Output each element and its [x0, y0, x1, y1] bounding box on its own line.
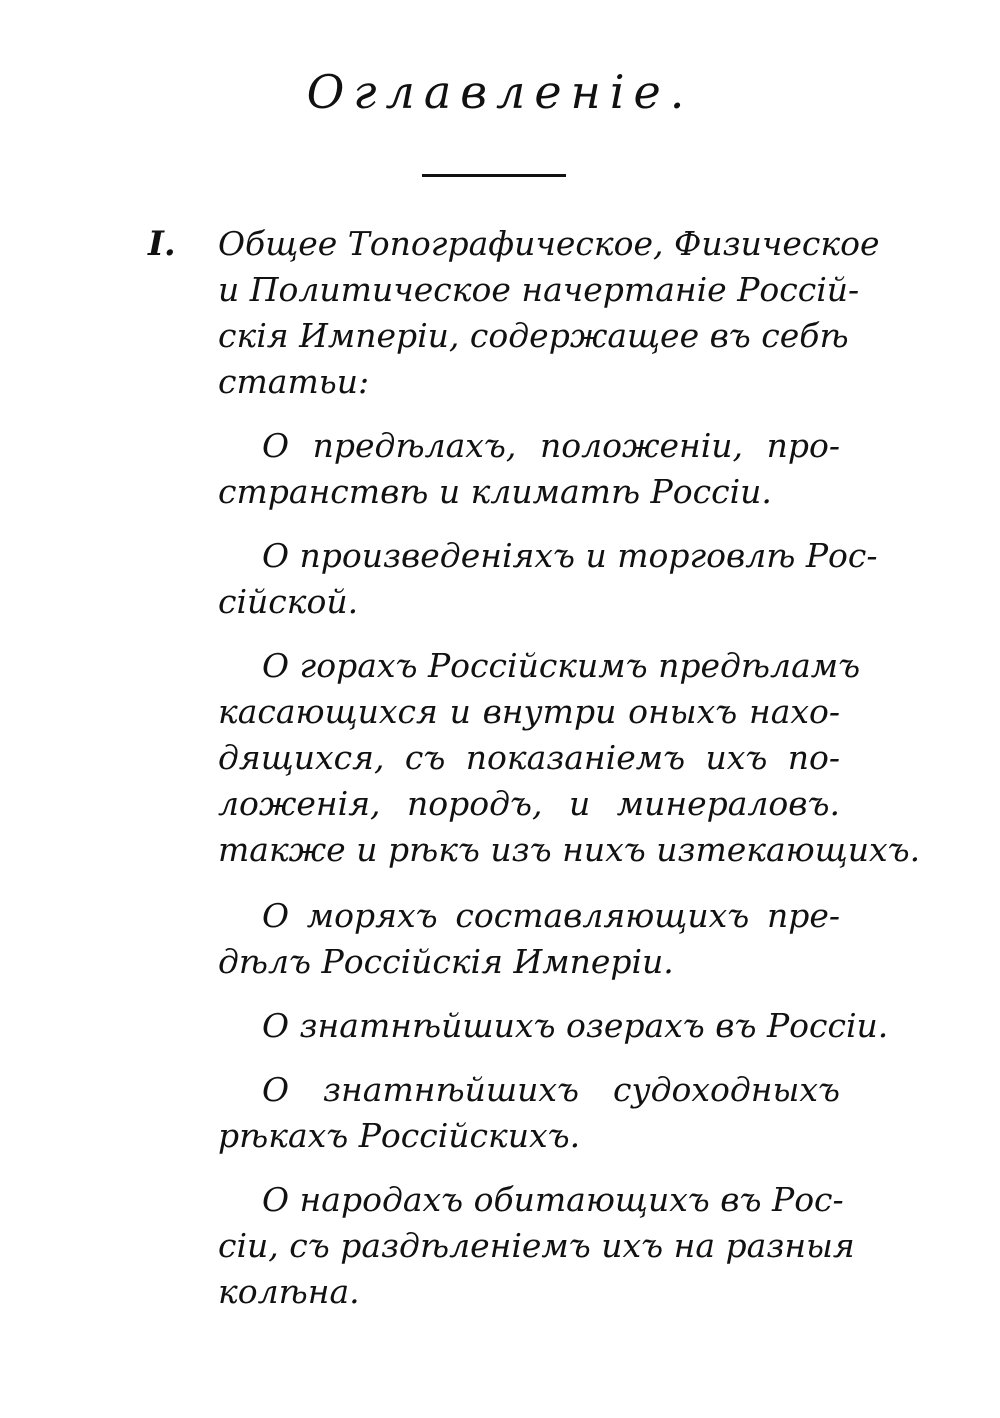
subentry-line: О предѣлахъ, положеніи, про-	[262, 426, 840, 465]
subentry-line: рѣкахъ Россійскихъ.	[218, 1116, 581, 1155]
entry-line: и Политическое начертаніе Россій-	[218, 270, 860, 309]
page-title: Оглавленіе.	[306, 65, 694, 119]
subentry-line: сійской.	[218, 582, 359, 621]
entry-number: I.	[148, 224, 176, 264]
subentry-line: О знатнѣйшихъ судоходныхъ	[262, 1070, 840, 1109]
subentry-line: О народахъ обитающихъ въ Рос-	[262, 1180, 844, 1219]
title-divider	[422, 174, 566, 177]
subentry-line: странствѣ и климатѣ Россіи.	[218, 472, 772, 511]
subentry-line: дѣлъ Россійскія Имперіи.	[218, 942, 674, 981]
subentry-line: дящихся, съ показаніемъ ихъ по-	[218, 738, 840, 777]
subentry-line: О знатнѣйшихъ озерахъ въ Россіи.	[262, 1006, 889, 1045]
entry-line: Общее Топографическое, Физическое	[218, 224, 880, 263]
subentry-line: О горахъ Россійскимъ предѣламъ	[262, 646, 861, 685]
subentry-line: касающихся и внутри оныхъ нахо-	[218, 692, 840, 731]
subentry-line: сіи, съ раздѣленіемъ ихъ на разныя	[218, 1226, 855, 1265]
subentry-line: О произведеніяхъ и торговлѣ Рос-	[262, 536, 878, 575]
entry-line: скія Имперіи, содержащее въ себѣ	[218, 316, 849, 355]
entry-line: статьи:	[218, 362, 370, 401]
subentry-line: ложенія, породъ, и минераловъ.	[218, 784, 840, 823]
subentry-line: колѣна.	[218, 1272, 360, 1311]
subentry-line: О моряхъ составляющихъ пре-	[262, 896, 840, 935]
subentry-line: также и рѣкъ изъ нихъ изтекающихъ.	[218, 830, 921, 869]
